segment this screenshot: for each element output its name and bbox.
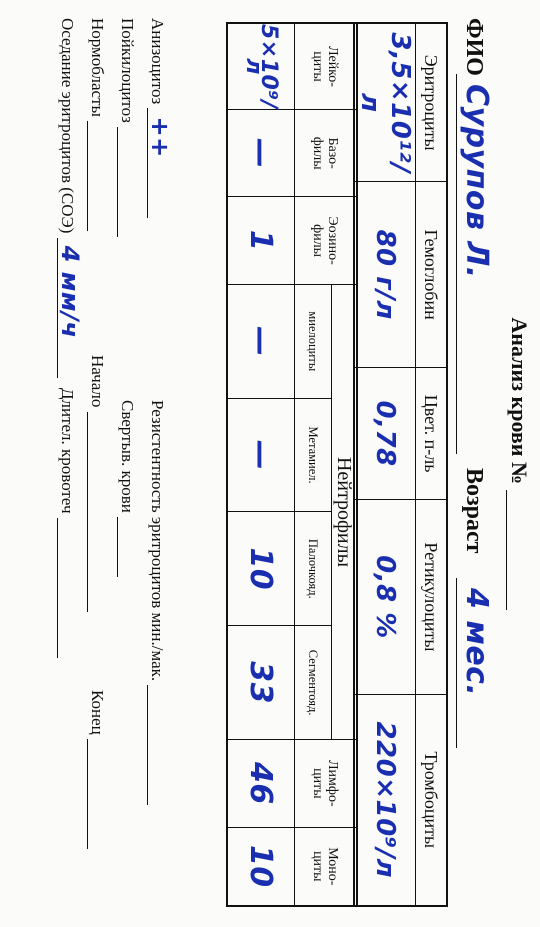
header-metamyelocytes: Метамиел. — [295, 398, 332, 512]
bleeding-duration-label: Длител. кровотеч — [58, 387, 77, 514]
value-lymphocytes: 46 — [227, 740, 295, 828]
esr-field — [56, 238, 84, 378]
table-row — [354, 23, 416, 906]
value-eosinophils: 1 — [227, 197, 295, 285]
header-eosinophils: Эозино- филы — [295, 197, 358, 285]
header-platelets: Тромбоциты — [416, 694, 448, 906]
age-label: Возраст — [461, 468, 487, 554]
clotting-end-row — [87, 690, 108, 849]
header-myelocytes: миелоциты — [295, 284, 332, 398]
value-erythrocytes: 3,5×10¹²/л — [354, 23, 416, 182]
value-monocytes: 10 — [227, 827, 295, 906]
header-hemoglobin: Гемоглобин — [416, 182, 448, 367]
resistance-field — [147, 685, 168, 805]
table-header-row — [332, 23, 358, 906]
anizocytosis-field — [146, 108, 174, 218]
white-blood-table — [226, 22, 358, 907]
header-lymphocytes: Лимфо- циты — [295, 740, 358, 828]
clotting-end-field — [87, 739, 108, 849]
value-myelocytes: — — [227, 284, 295, 398]
header-monocytes: Моно- циты — [295, 827, 358, 906]
poikilocytosis-row — [117, 18, 138, 237]
value-metamyelocytes: — — [227, 398, 295, 512]
red-blood-table — [353, 22, 448, 907]
clotting-field — [117, 517, 138, 577]
title-text: Анализ крови № — [507, 317, 532, 485]
value-basophils: — — [227, 110, 295, 197]
esr-value: 4 мм/ч — [56, 245, 84, 339]
resistance-row — [147, 400, 168, 805]
clotting-end-label: Конец — [88, 690, 107, 735]
value-segmented: 33 — [227, 626, 295, 740]
value-reticulocytes: 0,8 % — [354, 500, 416, 694]
age-value: 4 мес. — [459, 588, 494, 697]
header-neutrophils: Нейтрофилы — [332, 284, 358, 739]
age-field — [456, 578, 495, 748]
anizocytosis-label: Анизоцитоз — [148, 18, 167, 105]
normoblasts-label: Нормобласты — [88, 18, 107, 117]
clotting-start-field — [87, 412, 108, 612]
clotting-start-row — [87, 355, 108, 612]
fio-label: ФИО — [461, 18, 487, 76]
clotting-start-label: Начало — [88, 355, 107, 408]
normoblasts-row — [87, 18, 108, 231]
header-color-index: Цвет. п-ль — [416, 367, 448, 499]
analysis-number-field — [506, 490, 525, 610]
form-title — [506, 0, 532, 927]
anizocytosis-value: ++ — [146, 116, 174, 158]
clotting-row — [117, 400, 138, 577]
header-basophils: Базо- филы — [295, 110, 358, 197]
fio-value: Сурупов Л. — [459, 84, 494, 279]
esr-label: Оседание эритроцитов (СОЭ) — [58, 18, 77, 234]
header-segmented: Сегментояд. — [295, 626, 332, 740]
value-leukocytes: 5×10⁹/л — [227, 23, 295, 110]
header-leukocytes: Лейко- циты — [295, 23, 358, 110]
resistance-label: Резистентность эритроцитов мин./мак. — [148, 400, 167, 682]
poikilocytosis-field — [117, 127, 138, 237]
table-header-row — [416, 23, 448, 906]
table-row — [227, 23, 295, 906]
fio-field — [456, 74, 495, 454]
header-band: Палочкояд. — [295, 512, 332, 626]
bleeding-duration-field — [57, 518, 78, 658]
poikilocytosis-label: Пойкилоцитоз — [118, 18, 137, 123]
normoblasts-field — [87, 121, 108, 231]
header-reticulocytes: Ретикулоциты — [416, 500, 448, 694]
value-hemoglobin: 80 г/л — [354, 182, 416, 367]
value-platelets: 220×10⁹/л — [354, 694, 416, 906]
value-band: 10 — [227, 512, 295, 626]
esr-row — [56, 18, 84, 658]
patient-header — [456, 18, 496, 918]
clotting-label: Свертыв. крови — [118, 400, 137, 513]
value-color-index: 0,78 — [354, 367, 416, 499]
anizocytosis-row — [146, 18, 174, 218]
header-erythrocytes: Эритроциты — [416, 23, 448, 182]
